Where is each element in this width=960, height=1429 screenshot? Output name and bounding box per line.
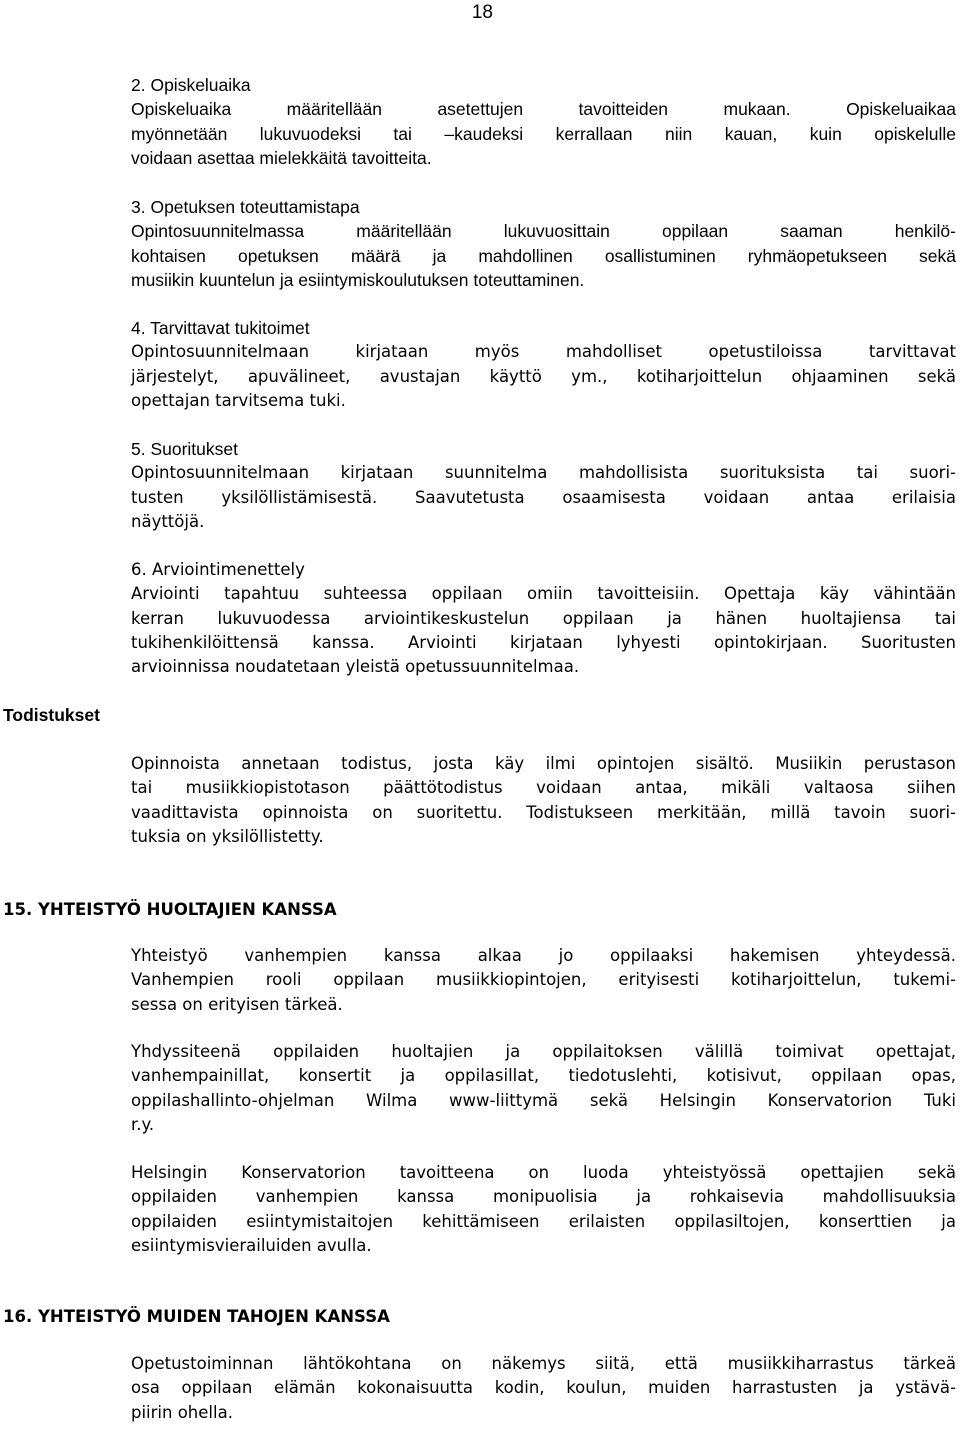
text-line: arvioinnissa noudatetaan yleistä opetussuunnitelmaa. [131,657,580,677]
text-line: oppilaiden esiintymistaitojen kehittämiseen erilaisten oppilasiltojen, konserttien ja [131,1211,956,1231]
paragraph-opiskeluaika [131,97,956,170]
text-line: myönnetään lukuvuodeksi tai –kaudeksi kerrallaan niin kauan, kuin opiskelulle [131,123,956,144]
text-line: piirin ohella. [131,1402,233,1422]
heading-suoritukset: 5. Suoritukset [131,439,238,459]
text-line: Yhdyssiteenä oppilaiden huoltajien ja oppilaitoksen välillä toimivat opettajat, [131,1042,956,1061]
page-number: 18 [471,2,493,23]
text-line: oppilashallinto-ohjelman Wilma www-liittymä sekä Helsingin Konservatorion Tuki [131,1090,956,1110]
paragraph-toteuttamistapa [131,219,956,292]
paragraph-tukitoimet [131,340,956,413]
text-line: vaadittavista opinnoista on suoritettu. Todistukseen merkitään, millä tavoin suori- [131,802,956,822]
text-line: Arviointi tapahtuu suhteessa oppilaan omiin tavoitteisiin. Opettaja käy vähintään [131,584,956,604]
heading-section-15: 15. YHTEISTYÖ HUOLTAJIEN KANSSA [3,900,337,919]
paragraph-todistukset [131,752,956,849]
section-suoritukset [131,437,956,534]
heading-todistukset: Todistukset [3,705,100,725]
section-16-paragraph [131,1352,956,1425]
text-line: sessa on erityisen tärkeä. [131,994,343,1014]
text-line: tai musiikkiopistotason päättötodistus voidaan antaa, mikäli valtaosa siihen [131,778,956,798]
heading-toteuttamistapa: 3. Opetuksen toteuttamistapa [131,197,360,217]
text-line: vanhempainillat, konsertit ja oppilasillat, tiedotuslehti, kotisivut, oppilaan opas, [131,1066,956,1086]
text-line: opettajan tarvitsema tuki. [131,390,346,410]
section-arviointi [131,558,956,679]
text-line: näyttöjä. [131,511,205,531]
text-line: Opintosuunnitelmaan kirjataan suunnitelma mahdollisista suorituksista tai suori- [131,463,956,483]
text-line: Vanhempien rooli oppilaan musiikkiopintojen, erityisesti kotiharjoittelun, tukemi- [131,970,956,990]
text-line: Opintosuunnitelmaan kirjataan myös mahdolliset opetustiloissa tarvittavat [131,342,956,362]
heading-arviointi: 6. Arviointimenettely [131,560,305,579]
section-15-paragraph-1 [131,944,956,1017]
heading-tukitoimet: 4. Tarvittavat tukitoimet [131,318,310,338]
section-opiskeluaika [131,73,956,170]
section-15-paragraph-2 [131,1040,956,1137]
paragraph-section-15-2 [131,1040,956,1137]
text-line: tuksia on yksilöllistetty. [131,826,324,846]
text-line: esiintymisvierailuiden avulla. [131,1235,372,1255]
text-line: Opetustoiminnan lähtökohtana on näkemys siitä, että musiikkiharrastus tärkeä [131,1354,956,1373]
text-line: musiikin kuuntelun ja esiintymiskoulutuksen toteuttaminen. [131,269,585,290]
section-toteuttamistapa [131,195,956,292]
text-line: Yhteistyö vanhempien kanssa alkaa jo oppilaaksi hakemisen yhteydessä. [131,946,956,965]
paragraph-section-16 [131,1352,956,1425]
paragraph-arviointi [131,582,956,679]
text-line: Opinnoista annetaan todistus, josta käy ilmi opintojen sisältö. Musiikin perustason [131,754,956,773]
heading-opiskeluaika: 2. Opiskeluaika [131,75,251,95]
text-line: kerran lukuvuodessa arviointikeskustelun oppilaan ja hänen huoltajiensa tai [131,608,956,628]
text-line: tukihenkilöittensä kanssa. Arviointi kirjataan lyhyesti opintokirjaan. Suoritusten [131,632,956,652]
text-line: oppilaiden vanhempien kanssa monipuolisia ja rohkaisevia mahdollisuuksia [131,1187,956,1207]
text-line: kohtaisen opetuksen määrä ja mahdollinen osallistuminen ryhmäopetukseen sekä [131,245,956,266]
text-line: r.y. [131,1114,155,1134]
text-line: Opiskeluaika määritellään asetettujen tavoitteiden mukaan. Opiskeluaikaa [131,99,956,120]
section-15-paragraph-3 [131,1161,956,1258]
text-line: Helsingin Konservatorion tavoitteena on luoda yhteistyössä opettajien sekä [131,1163,956,1182]
text-line: järjestelyt, apuvälineet, avustajan käyttö ym., kotiharjoittelun ohjaaminen sekä [131,366,956,386]
text-line: tusten yksilöllistämisestä. Saavutetusta osaamisesta voidaan antaa erilaisia [131,487,956,507]
section-todistukset [131,752,956,849]
text-line: Opintosuunnitelmassa määritellään lukuvuosittain oppilaan saaman henkilö- [131,221,956,242]
text-line: osa oppilaan elämän kokonaisuutta kodin, koulun, muiden harrastusten ja ystävä- [131,1378,956,1398]
heading-section-16: 16. YHTEISTYÖ MUIDEN TAHOJEN KANSSA [3,1307,390,1326]
text-line: voidaan asettaa mielekkäitä tavoitteita. [131,147,432,168]
paragraph-section-15-1 [131,944,956,1017]
paragraph-section-15-3 [131,1161,956,1258]
section-tukitoimet [131,316,956,413]
paragraph-suoritukset [131,461,956,534]
